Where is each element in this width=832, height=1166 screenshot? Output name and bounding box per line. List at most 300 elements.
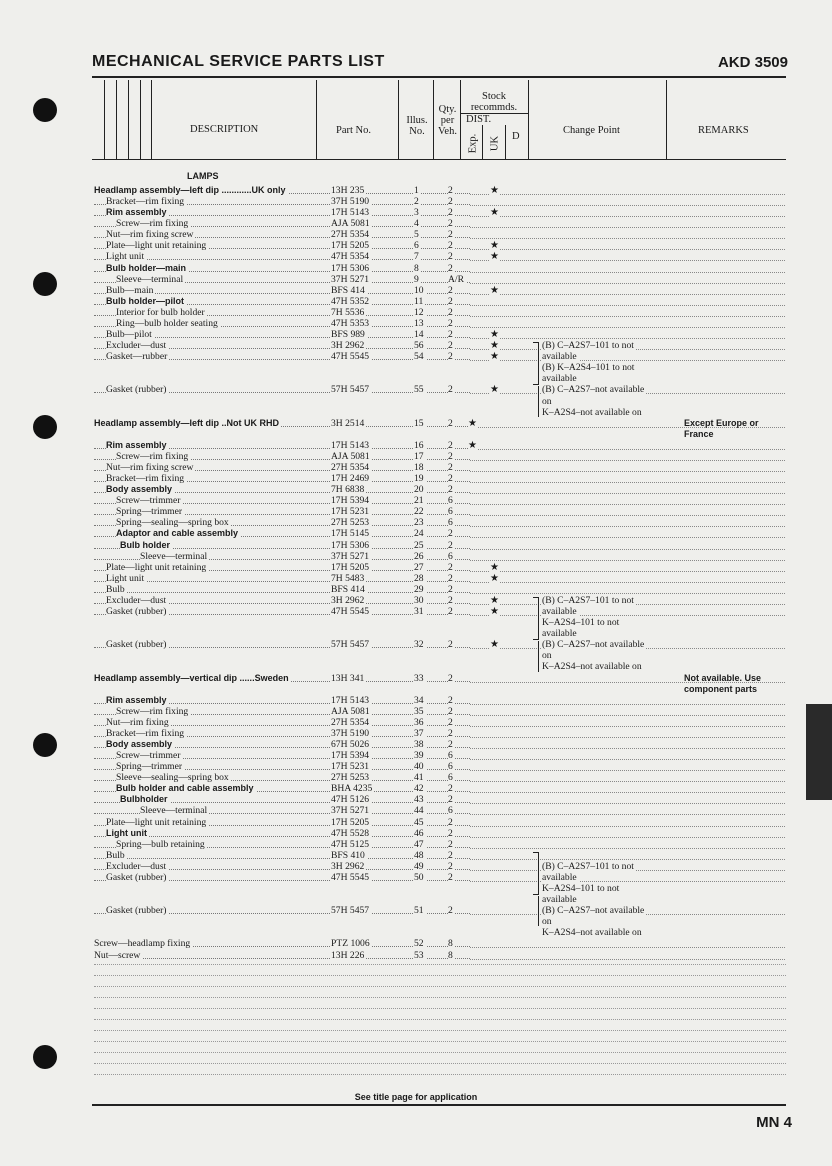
quantity bbox=[448, 861, 470, 872]
table-row bbox=[0, 373, 832, 384]
illus-number bbox=[414, 484, 448, 495]
part-number bbox=[331, 440, 413, 451]
part-number-text: 17H 5143 bbox=[331, 694, 370, 706]
blank-ruled-line bbox=[94, 1074, 786, 1075]
quantity bbox=[448, 207, 470, 218]
part-description bbox=[94, 551, 330, 562]
illus-number-text: 31 bbox=[414, 606, 424, 618]
table-row bbox=[0, 484, 832, 495]
part-number-text: 47H 5545 bbox=[331, 606, 370, 618]
document-code: AKD 3509 bbox=[717, 54, 788, 71]
change-point-bracket bbox=[533, 852, 539, 895]
part-number-text: 47H 5545 bbox=[331, 351, 370, 363]
part-number-text: 3H 2962 bbox=[331, 340, 365, 352]
illus-number-text: 53 bbox=[414, 949, 424, 961]
row-leader bbox=[470, 805, 785, 815]
blank-ruled-line bbox=[94, 1052, 786, 1053]
col-change-point: Change Point bbox=[563, 125, 620, 136]
table-row bbox=[0, 661, 832, 672]
remark: Except Europe or bbox=[684, 417, 759, 428]
part-description-text: Plate—light unit retaining bbox=[106, 240, 207, 252]
illus-number bbox=[414, 296, 448, 307]
table-row bbox=[0, 207, 832, 218]
illus-number bbox=[414, 196, 448, 207]
quantity-text: 2 bbox=[448, 838, 453, 850]
table-row bbox=[0, 495, 832, 506]
part-number-text: 13H 235 bbox=[331, 185, 365, 196]
part-number-text: 17H 5394 bbox=[331, 750, 370, 762]
table-row bbox=[0, 650, 832, 661]
quantity bbox=[448, 573, 470, 584]
header-bottom-rule bbox=[92, 159, 786, 160]
col-exp: Exp. bbox=[467, 133, 479, 154]
change-point bbox=[542, 606, 680, 617]
row-leader bbox=[470, 285, 785, 295]
col-part-no: Part No. bbox=[336, 125, 371, 136]
part-number-text: 17H 5205 bbox=[331, 816, 370, 828]
row-leader bbox=[470, 528, 785, 538]
row-leader bbox=[470, 817, 785, 827]
illus-number-text: 9 bbox=[414, 273, 419, 285]
table-row bbox=[0, 828, 832, 839]
part-number bbox=[331, 905, 413, 916]
part-description bbox=[94, 251, 330, 262]
table-row bbox=[0, 229, 832, 240]
quantity-text: 2 bbox=[448, 905, 453, 917]
change-point-text: available bbox=[542, 628, 577, 640]
part-description bbox=[94, 750, 330, 761]
quantity-text: 8 bbox=[448, 938, 453, 950]
table-row bbox=[0, 462, 832, 473]
part-description bbox=[94, 595, 330, 606]
blank-ruled-line bbox=[94, 964, 786, 965]
col-dist: DIST. bbox=[466, 114, 492, 125]
quantity-text: 2 bbox=[448, 218, 453, 230]
part-description-text: Gasket (rubber) bbox=[106, 606, 167, 618]
quantity bbox=[448, 240, 470, 251]
part-number bbox=[331, 340, 413, 351]
part-description bbox=[94, 794, 330, 805]
part-number-text: 3H 2962 bbox=[331, 594, 365, 606]
quantity bbox=[448, 905, 470, 916]
illus-number-text: 22 bbox=[414, 506, 424, 518]
change-point-text: (B) C–A2S7–not available bbox=[542, 384, 645, 396]
illus-number bbox=[414, 905, 448, 916]
part-number bbox=[331, 728, 413, 739]
part-number-text: BFS 989 bbox=[331, 329, 365, 341]
illus-number-text: 20 bbox=[414, 484, 424, 496]
remark: Not available. Use bbox=[684, 672, 762, 683]
illus-number bbox=[414, 462, 448, 473]
part-description-text: Gasket (rubber) bbox=[106, 871, 167, 883]
part-description bbox=[94, 761, 330, 772]
table-row bbox=[0, 418, 832, 429]
table-row bbox=[0, 905, 832, 916]
row-leader bbox=[470, 307, 785, 317]
part-description bbox=[94, 506, 330, 517]
quantity bbox=[448, 805, 470, 816]
row-leader bbox=[470, 584, 785, 594]
table-row bbox=[0, 817, 832, 828]
illus-number-text: 23 bbox=[414, 517, 424, 529]
part-number bbox=[331, 240, 413, 251]
part-number-text: 47H 5353 bbox=[331, 317, 370, 329]
part-number bbox=[331, 861, 413, 872]
part-description bbox=[94, 451, 330, 462]
part-description-text: Sleeve—terminal bbox=[140, 805, 208, 817]
part-description bbox=[94, 540, 330, 551]
part-description-text: Screw—rim fixing bbox=[116, 218, 189, 230]
part-number-text: 27H 5354 bbox=[331, 716, 370, 728]
table-row bbox=[0, 540, 832, 551]
col-divider bbox=[505, 125, 506, 159]
part-number bbox=[331, 307, 413, 318]
quantity-text: 2 bbox=[448, 716, 453, 728]
part-description-text: Nut—rim fixing screw bbox=[106, 229, 194, 241]
quantity bbox=[448, 484, 470, 495]
row-leader bbox=[470, 938, 785, 948]
row-leader bbox=[470, 573, 785, 583]
change-point bbox=[542, 650, 680, 661]
part-number-text: 27H 5354 bbox=[331, 229, 370, 241]
quantity bbox=[448, 828, 470, 839]
part-description bbox=[94, 307, 330, 318]
quantity-text: 6 bbox=[448, 761, 453, 773]
change-point bbox=[542, 617, 680, 628]
part-number-text: 27H 5253 bbox=[331, 772, 370, 784]
part-number-text: 13H 226 bbox=[331, 949, 365, 961]
illus-number-text: 2 bbox=[414, 196, 419, 208]
col-uk: UK bbox=[489, 135, 501, 152]
part-number bbox=[331, 805, 413, 816]
page-number: MN 4 bbox=[756, 1114, 792, 1131]
part-description bbox=[94, 185, 330, 196]
change-point-text: K–A2S4–101 to not bbox=[542, 617, 620, 629]
quantity-text: 2 bbox=[448, 539, 453, 551]
part-description bbox=[94, 285, 330, 296]
quantity-text: 2 bbox=[448, 705, 453, 717]
illus-number bbox=[414, 229, 448, 240]
part-number-text: 57H 5457 bbox=[331, 639, 370, 651]
part-number bbox=[331, 473, 413, 484]
part-number-text: 47H 5545 bbox=[331, 871, 370, 883]
quantity-text: 8 bbox=[448, 949, 453, 961]
quantity-text: 2 bbox=[448, 561, 453, 573]
illus-number bbox=[414, 185, 448, 196]
illus-number-text: 28 bbox=[414, 572, 424, 584]
illus-number bbox=[414, 861, 448, 872]
part-number bbox=[331, 318, 413, 329]
part-number-text: 17H 5231 bbox=[331, 506, 370, 518]
illus-number bbox=[414, 285, 448, 296]
quantity bbox=[448, 473, 470, 484]
change-point-text: available bbox=[542, 894, 577, 906]
part-number bbox=[331, 551, 413, 562]
section-heading: LAMPS bbox=[187, 171, 219, 181]
part-number-text: PTZ 1006 bbox=[331, 938, 370, 950]
col-divider bbox=[460, 80, 461, 159]
row-leader bbox=[470, 451, 785, 461]
stock-star-icon: ★ bbox=[490, 639, 499, 651]
part-number bbox=[331, 872, 413, 883]
part-number bbox=[331, 717, 413, 728]
quantity bbox=[448, 517, 470, 528]
col-description: DESCRIPTION bbox=[190, 124, 259, 135]
part-number bbox=[331, 706, 413, 717]
part-description-text: Body assembly bbox=[106, 739, 173, 749]
table-row bbox=[0, 617, 832, 628]
part-description bbox=[94, 528, 330, 539]
table-row bbox=[0, 706, 832, 717]
quantity-text: 6 bbox=[448, 805, 453, 817]
stock-star-icon: ★ bbox=[490, 240, 499, 252]
change-point-bracket bbox=[533, 641, 539, 671]
part-description bbox=[94, 274, 330, 285]
part-number bbox=[331, 761, 413, 772]
table-row bbox=[0, 362, 832, 373]
part-number-text: 37H 5271 bbox=[331, 805, 370, 817]
quantity-text: 2 bbox=[448, 484, 453, 496]
part-number bbox=[331, 938, 413, 949]
illus-number bbox=[414, 307, 448, 318]
illus-number bbox=[414, 551, 448, 562]
table-row bbox=[0, 839, 832, 850]
part-description-text: Bulb—pilot bbox=[106, 329, 152, 341]
part-description bbox=[94, 296, 330, 307]
part-description-text: Light unit bbox=[106, 251, 145, 263]
change-point bbox=[542, 927, 680, 938]
part-description-text: Nut—rim fixing bbox=[106, 716, 169, 728]
part-number bbox=[331, 540, 413, 551]
quantity-text: 2 bbox=[448, 583, 453, 595]
table-row bbox=[0, 251, 832, 262]
part-number bbox=[331, 251, 413, 262]
table-row bbox=[0, 728, 832, 739]
part-description-text: Excluder—dust bbox=[106, 594, 167, 606]
illus-number bbox=[414, 828, 448, 839]
illus-number bbox=[414, 251, 448, 262]
change-point bbox=[542, 396, 680, 407]
quantity-text: 2 bbox=[448, 262, 453, 274]
part-number-text: 47H 5125 bbox=[331, 838, 370, 850]
illus-number-text: 47 bbox=[414, 838, 424, 850]
part-description bbox=[94, 839, 330, 850]
part-description bbox=[94, 484, 330, 495]
part-description-text: Screw—trimmer bbox=[116, 750, 181, 762]
table-row bbox=[0, 218, 832, 229]
quantity-text: 2 bbox=[448, 439, 453, 451]
part-number-text: 17H 5143 bbox=[331, 207, 370, 219]
quantity-text: 2 bbox=[448, 739, 453, 750]
part-number bbox=[331, 595, 413, 606]
quantity bbox=[448, 418, 470, 429]
stock-star-icon: ★ bbox=[490, 329, 499, 341]
illus-number bbox=[414, 528, 448, 539]
illus-number bbox=[414, 451, 448, 462]
quantity-text: 2 bbox=[448, 816, 453, 828]
row-leader bbox=[470, 473, 785, 483]
part-number bbox=[331, 817, 413, 828]
table-row bbox=[0, 628, 832, 639]
part-description bbox=[94, 473, 330, 484]
part-description bbox=[94, 384, 330, 395]
part-description-text: Rim assembly bbox=[106, 207, 167, 218]
part-number bbox=[331, 506, 413, 517]
quantity bbox=[448, 296, 470, 307]
change-point-text: K–A2S4–101 to not bbox=[542, 883, 620, 895]
table-row bbox=[0, 285, 832, 296]
col-divider bbox=[433, 80, 434, 159]
quantity bbox=[448, 639, 470, 650]
stock-star-icon: ★ bbox=[468, 417, 477, 429]
table-row bbox=[0, 551, 832, 562]
quantity bbox=[448, 528, 470, 539]
change-point-text: available bbox=[542, 351, 577, 363]
illus-number-text: 4 bbox=[414, 218, 419, 230]
row-leader bbox=[470, 263, 785, 273]
illus-number-text: 6 bbox=[414, 240, 419, 252]
quantity bbox=[448, 506, 470, 517]
part-description bbox=[94, 340, 330, 351]
part-description bbox=[94, 318, 330, 329]
part-number-text: 37H 5190 bbox=[331, 196, 370, 208]
part-number-text: BFS 414 bbox=[331, 583, 365, 595]
illus-number-text: 3 bbox=[414, 207, 419, 219]
illus-number bbox=[414, 495, 448, 506]
part-description bbox=[94, 783, 330, 794]
part-description-text: Adaptor and cable assembly bbox=[116, 528, 239, 539]
part-description-text: Light unit bbox=[106, 827, 147, 838]
part-number bbox=[331, 263, 413, 274]
quantity bbox=[448, 761, 470, 772]
part-description bbox=[94, 938, 330, 949]
part-number-text: 37H 5271 bbox=[331, 550, 370, 562]
quantity-text: 2 bbox=[448, 284, 453, 296]
illus-number bbox=[414, 351, 448, 362]
quantity-text: 2 bbox=[448, 306, 453, 318]
row-leader bbox=[470, 551, 785, 561]
row-leader bbox=[470, 540, 785, 550]
change-point bbox=[542, 595, 680, 606]
illus-number bbox=[414, 418, 448, 429]
part-description-text: Body assembly bbox=[106, 484, 173, 495]
stock-star-icon: ★ bbox=[490, 606, 499, 618]
quantity bbox=[448, 451, 470, 462]
quantity bbox=[448, 673, 470, 684]
row-leader bbox=[470, 495, 785, 505]
stock-star-icon: ★ bbox=[490, 351, 499, 363]
part-number-text: 3H 2962 bbox=[331, 860, 365, 872]
illus-number-text: 27 bbox=[414, 561, 424, 573]
quantity bbox=[448, 606, 470, 617]
table-row bbox=[0, 274, 832, 285]
quantity-text: 2 bbox=[448, 783, 453, 795]
quantity-text: 2 bbox=[448, 240, 453, 252]
part-description bbox=[94, 673, 330, 684]
illus-number bbox=[414, 540, 448, 551]
table-row bbox=[0, 595, 832, 606]
table-row bbox=[0, 783, 832, 794]
part-description bbox=[94, 196, 330, 207]
illus-number bbox=[414, 817, 448, 828]
col-stock: Stock recommds. bbox=[470, 91, 518, 113]
part-description bbox=[94, 573, 330, 584]
illus-number-text: 35 bbox=[414, 705, 424, 717]
row-leader bbox=[470, 440, 785, 450]
quantity bbox=[448, 794, 470, 805]
table-row bbox=[0, 240, 832, 251]
quantity bbox=[448, 772, 470, 783]
part-description-text: Gasket (rubber) bbox=[106, 905, 167, 917]
part-number bbox=[331, 274, 413, 285]
part-number-text: 47H 5352 bbox=[331, 295, 370, 307]
col-d: D bbox=[512, 131, 520, 142]
illus-number bbox=[414, 274, 448, 285]
part-description-text: Nut—screw bbox=[94, 949, 141, 961]
table-row bbox=[0, 606, 832, 617]
illus-number-text: 50 bbox=[414, 871, 424, 883]
part-description-text: Headlamp assembly—vertical dip ......Sweden bbox=[94, 672, 289, 683]
quantity-text: 2 bbox=[448, 251, 453, 263]
illus-number-text: 56 bbox=[414, 340, 424, 352]
part-number bbox=[331, 495, 413, 506]
row-leader bbox=[470, 706, 785, 716]
quantity bbox=[448, 584, 470, 595]
quantity-text: 2 bbox=[448, 794, 453, 806]
part-description bbox=[94, 584, 330, 595]
part-number-text: 7H 6838 bbox=[331, 484, 365, 496]
change-point-text: available bbox=[542, 373, 577, 385]
illus-number-text: 42 bbox=[414, 783, 424, 795]
illus-number bbox=[414, 794, 448, 805]
quantity bbox=[448, 850, 470, 861]
row-leader bbox=[470, 329, 785, 339]
blank-ruled-line bbox=[94, 1041, 786, 1042]
illus-number bbox=[414, 318, 448, 329]
part-description bbox=[94, 706, 330, 717]
part-description-text: Screw—rim fixing bbox=[116, 705, 189, 717]
table-row bbox=[0, 684, 832, 695]
illus-number bbox=[414, 207, 448, 218]
illus-number-text: 24 bbox=[414, 528, 424, 540]
part-number-text: 17H 5205 bbox=[331, 240, 370, 252]
row-leader bbox=[470, 828, 785, 838]
table-row bbox=[0, 916, 832, 927]
part-number bbox=[331, 296, 413, 307]
part-number bbox=[331, 384, 413, 395]
quantity bbox=[448, 783, 470, 794]
part-number-text: 17H 2469 bbox=[331, 473, 370, 485]
table-row bbox=[0, 883, 832, 894]
part-description bbox=[94, 418, 330, 429]
change-point bbox=[542, 407, 680, 418]
part-description-text: Bulb holder—pilot bbox=[106, 295, 184, 306]
col-illus-no: Illus. No. bbox=[406, 115, 428, 137]
change-point-text: (B) C–A2S7–101 to not bbox=[542, 340, 634, 352]
punch-hole-5 bbox=[33, 1045, 57, 1069]
quantity-text: 6 bbox=[448, 495, 453, 507]
part-description-text: Bracket—rim fixing bbox=[106, 473, 185, 485]
change-point-bracket bbox=[533, 597, 539, 640]
quantity-text: 2 bbox=[448, 727, 453, 739]
part-description-text: Gasket (rubber) bbox=[106, 639, 167, 651]
part-description bbox=[94, 329, 330, 340]
table-row bbox=[0, 473, 832, 484]
part-description bbox=[94, 950, 330, 961]
quantity-text: 6 bbox=[448, 517, 453, 529]
change-point-text: available bbox=[542, 606, 577, 618]
row-leader bbox=[470, 695, 785, 705]
